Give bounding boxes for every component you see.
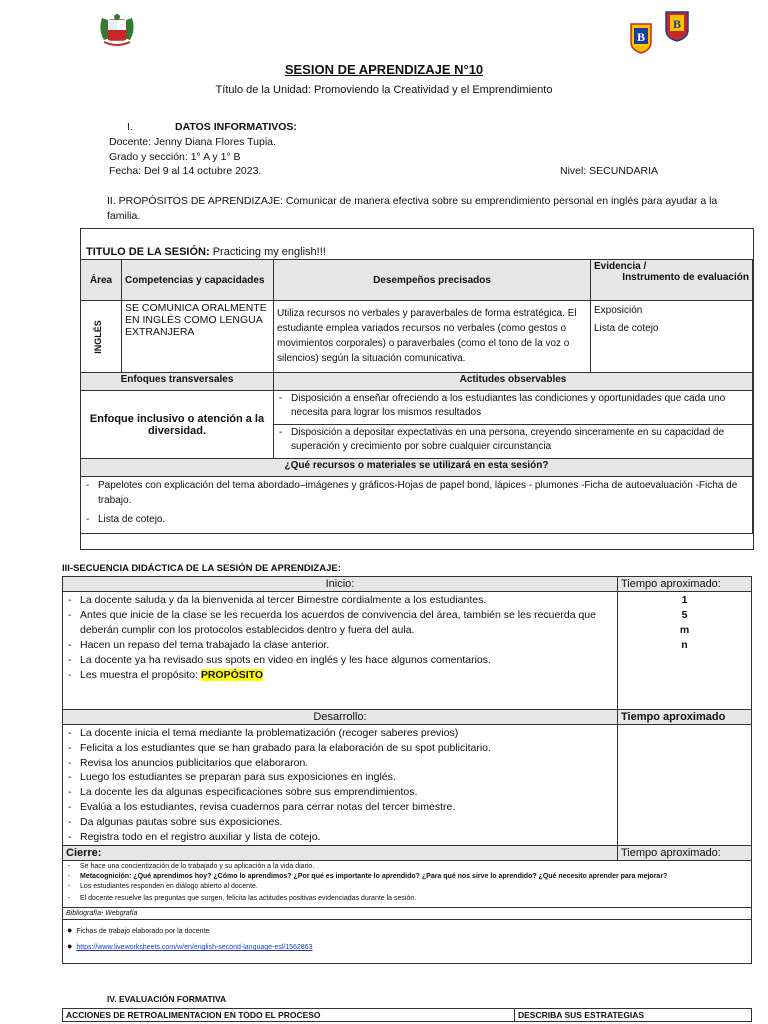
svg-text:B: B [672, 17, 682, 31]
evaluacion-table [62, 1008, 752, 1022]
session-title: TITULO DE LA SESIÓN: Practicing my english!!! [86, 246, 326, 258]
inicio-tiempo-cell: 1 5 m n [618, 592, 752, 710]
proposito-highlight: PROPÓSITO [200, 669, 264, 681]
datos-title: DATOS INFORMATIVOS: [175, 121, 297, 133]
cierre-header: Cierre: [63, 846, 618, 861]
enfoques-header: Enfoques transversales [81, 373, 274, 391]
biblio-item: ● https://www.liveworksheets.com/w/en/english-second-language-esl/1562863 [67, 941, 313, 952]
unit-title: Título de la Unidad: Promoviendo la Creatividad y el Emprendimiento [215, 84, 553, 96]
school-crest-icon [665, 10, 689, 42]
actitud-2: - Disposición a depositar expectativas en una persona, creyendo sinceramente en su capacidad de superación y crecimiento por sobre cualquier circunstancia [274, 425, 753, 459]
inicio-header: Inicio: [63, 577, 618, 592]
desarrollo-tiempo-cell [618, 725, 752, 846]
recursos-header: ¿Qué recursos o materiales se utilizará en esta sesión? [81, 459, 753, 477]
page-title: SESION DE APRENDIZAJE N°10 [284, 62, 484, 77]
fecha-line: Fecha: Del 9 al 14 octubre 2023. [109, 165, 262, 177]
competencia-cell: SE COMUNICA ORALMENTE EN INGLÉS COMO LENGUA EXTRANJERA [122, 301, 274, 373]
school-crest-icon [630, 22, 652, 54]
actitudes-header: Actitudes observables [274, 373, 753, 391]
worksheet-link[interactable]: https://www.liveworksheets.com/w/en/english-second-language-esl/1562863 [76, 944, 313, 952]
cierre-tiempo-header: Tiempo aproximado: [618, 846, 752, 861]
peru-coat-of-arms-logo [96, 12, 138, 48]
svg-text:B: B [636, 30, 646, 44]
actitud-1: - Disposición a enseñar ofreciendo a los estudiantes las condiciones y oportunidades que cada uno necesita para lograr los mismos resultados [274, 391, 753, 425]
competencias-header: Competencias y capacidades [122, 260, 274, 301]
section-number: I. [127, 121, 133, 133]
evaluacion-title: IV. EVALUACIÓN FORMATIVA [107, 994, 227, 1004]
bibliografia-cell [63, 920, 752, 964]
secuencia-title: III-SECUENCIA DIDÁCTICA DE LA SESIÓN DE APRENDIZAJE: [62, 563, 341, 574]
estrategias-header: DESCRIBA SUS ESTRATEGIAS [515, 1009, 752, 1022]
enfoque-cell: Enfoque inclusivo o atención a la diversidad. [81, 391, 274, 459]
bibliografia-header: Bibliografía- Webgrafía [63, 908, 752, 920]
cierre-cell: - Se hace una concientización de lo trabajado y su aplicación a la vida diario. - Metacognición: ¿Qué aprendimos hoy? ¿Cómo lo aprendimos? ¿Por qué es importante lo aprendido? ¿Para qué nos sirve lo aprendido? ¿Qué necesito aprender para mejorar? - Los estudiantes responden en diálogo abierto al docente. - El docente resuelve las preguntas que surgen, felicita las actitudes positivas evidenciadas durante la sesión. [63, 861, 752, 908]
desarrollo-cell: - La docente inicia el tema mediante la problematización (recoger saberes previos) - Felicita a los estudiantes que se han grabado para la elaboración de su spot publicitario. - Revisa los anuncios publicitarios que elaboraron. - Luego los estudiantes se preparan para sus exposiciones en inglés. - La docente les da algunas especificaciones sobre sus emprendimientos. - Evalúa a los estudiantes, revisa cuadernos para cerrar notas del tercer bimestre. - Da algunas pautas sobre sus exposiciones. - Registra todo en el registro auxiliar y lista de cotejo. [63, 725, 618, 846]
evidencia-header: Evidencia / Instrumento de evaluación [591, 260, 753, 301]
desarrollo-tiempo-header: Tiempo aproximado [618, 710, 752, 725]
propositos-line1: II. PROPÓSITOS DE APRENDIZAJE: Comunicar de manera efectiva sobre su emprendimiento personal en inglés para ayudar a la [107, 195, 718, 207]
area-header: Área [81, 260, 122, 301]
session-table [80, 259, 753, 534]
propositos-line2: familia. [107, 210, 141, 222]
retroalimentacion-header: ACCIONES DE RETROALIMENTACION EN TODO EL PROCESO [63, 1009, 515, 1022]
desarrollo-header: Desarrollo: [63, 710, 618, 725]
inicio-tiempo-header: Tiempo aproximado: [618, 577, 752, 592]
desempeno-cell: Utiliza recursos no verbales y paraverbales de forma estratégica. El estudiante emplea variados recursos no verbales (como gestos o movimientos corporales) o paraverbales (como el tono de la voz o silencios) según la situación comunicativa. [274, 301, 591, 373]
nivel-line: Nivel: SECUNDARIA [560, 165, 659, 177]
grado-line: Grado y sección: 1° A y 1° B [109, 151, 241, 163]
area-cell: INGLÉS [81, 301, 122, 373]
secuencia-table [62, 576, 752, 964]
recursos-cell: - Papelotes con explicación del tema abordado–imágenes y gráficos-Hojas de papel bond, lápices - plumones -Ficha de autoevaluación -Ficha de trabajo. - Lista de cotejo. [81, 477, 753, 534]
docente-line: Docente: Jenny Diana Flores Tupia. [109, 136, 276, 148]
desempenos-header: Desempeños precisados [274, 260, 591, 301]
biblio-item: ● Fichas de trabajo elaborado por la docente [67, 925, 210, 936]
evidencia-cell: Exposición Lista de cotejo [591, 301, 753, 373]
inicio-cell: - La docente saluda y da la bienvenida al tercer Bimestre cordialmente a los estudiantes. - Antes que inicie de la clase se les recuerda los acuerdos de convivencia del área, también se les recuerda que deberán cumplir con los protocolos establecidos dentro y fuera del aula. - Hacen un repaso del tema trabajado la clase anterior. - La docente ya ha revisado sus spots en video en inglés y les hace algunos comentarios. - Les muestra el propósito: PROPÓSITO [63, 592, 618, 710]
